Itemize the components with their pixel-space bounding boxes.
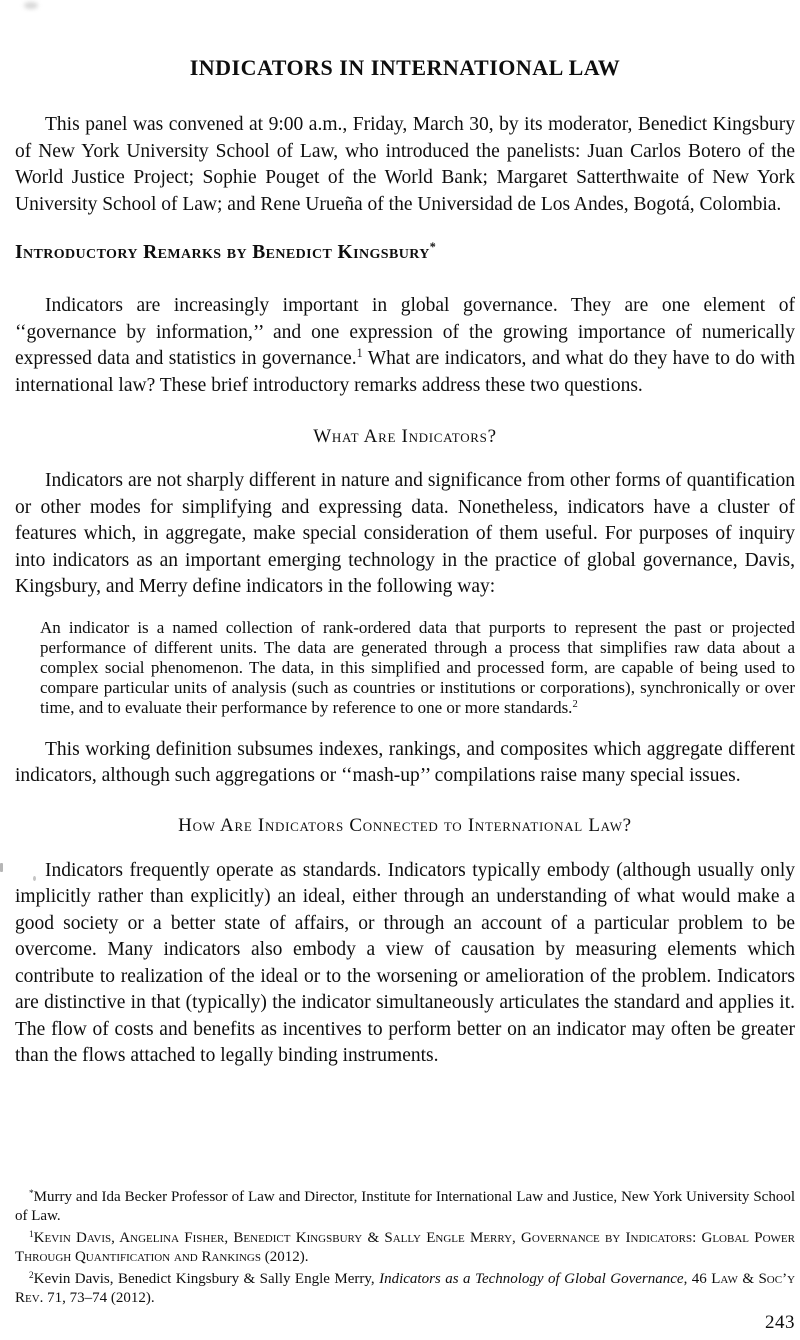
how-paragraph: Indicators frequently operate as standards. Indicators typically embody (although usually only implicitly rather than explicitly) an ideal, either through an understanding of what would make a good society or a better state of affairs, or through an account of a particular problem to be overcome. Many indicators also embody a view of causation by measuring elements which contribute to realization of the ideal or to the worsening or amelioration of the problem. Indicators are distinctive in that (typically) the indicator simultaneously articulates the standard and applies it. The flow of costs and benefits as incentives to perform better on an indicator may often be greater than the flows attached to legally binding instruments. <box>15 859 795 1066</box>
section-heading-introductory-remarks <box>15 242 795 264</box>
footnote-star-marker: * <box>29 1188 34 1199</box>
section-heading-how-connected: How Are Indicators Connected to International Law? <box>178 814 632 836</box>
footnote-star-text: Murry and Ida Becker Professor of Law and Director, Institute for International Law and Justice, New York University School of Law. <box>15 1189 795 1224</box>
section-heading-what-are-indicators: What Are Indicators? <box>313 426 497 447</box>
remarks-paragraph-continued: What are indicators, and what do they have to do with international law? These brief introductory remarks address these two questions. <box>15 348 796 396</box>
footnote-2-pages: 71, 73–74 (2012). <box>43 1290 155 1306</box>
footnote-star <box>15 1188 795 1226</box>
working-definition-paragraph: This working definition subsumes indexes, rankings, and composites which aggregate different indicators, although such aggregations or ‘‘mash-up’’ compilations raise many special issues. <box>15 738 795 786</box>
definition-quote-text: An indicator is a named collection of rank-ordered data that purports to represent the past or projected performance of different units. The data are generated through a process that simplifies raw data about a complex social phenomenon. The data, in this simplified and processed form, are capable of being used to compare particular units of analysis (such as countries or institutions or corporations), synchronically or over time, and to evaluate their performance by reference to one or more standards. <box>40 617 795 717</box>
intro-paragraph: This panel was convened at 9:00 a.m., Friday, March 30, by its moderator, Benedict Kingsbury of New York University School of Law, who introduced the panelists: Juan Carlos Botero of the World Justice Project; Sophie Pouget of the World Bank; Margaret Satterthwaite of New York University School of Law; and Rene Urueña of the Universidad de Los Andes, Bogotá, Colombia. <box>15 114 795 215</box>
page-number: 243 <box>765 1312 795 1333</box>
indicator-definition-quote <box>40 618 795 718</box>
footnote-2-marker: 2 <box>29 1270 34 1281</box>
what-paragraph: Indicators are not sharply different in nature and significance from other forms of quantification or other modes for simplifying and expressing data. Nonetheless, indicators have a cluster of features which, in aggregate, make special consideration of them useful. For purposes of inquiry into indicators as an important emerging technology in the practice of global governance, Davis, Kingsbury, and Merry define indicators in the following way: <box>15 470 795 597</box>
article-title: INDICATORS IN INTERNATIONAL LAW <box>189 55 621 80</box>
footnote-2-article-title: Indicators as a Technology of Global Governance <box>379 1271 684 1287</box>
footnote-1-citation: Kevin Davis, Angelina Fisher, Benedict Kingsbury & Sally Engle Merry, Governance by Indicators: Global Power Through Quantification and Rankings <box>15 1230 795 1265</box>
footnote-2-authors: Kevin Davis, Benedict Kingsbury & Sally Engle Merry, <box>33 1271 380 1287</box>
remarks-heading-footnote-marker: * <box>429 240 437 255</box>
footnote-ref-2: 2 <box>572 698 578 710</box>
remarks-heading-text: Introductory Remarks by Benedict Kingsbury <box>15 242 430 263</box>
page-content <box>15 0 795 1070</box>
footnotes-block <box>15 1188 795 1308</box>
footnote-1-year: (2012). <box>260 1249 309 1265</box>
footnote-1-marker: 1 <box>29 1229 34 1240</box>
remarks-paragraph-text: Indicators are increasingly important in global governance. They are one element of ‘‘governance by information,’’ and one expression of the growing importance of numerically expressed data and statistics in governance. <box>15 295 795 369</box>
footnote-2-volume: , 46 <box>683 1271 712 1287</box>
remarks-paragraph <box>15 293 795 399</box>
footnote-ref-1: 1 <box>356 346 363 361</box>
footnote-2 <box>15 1270 795 1308</box>
footnote-2-reporter: Law & Soc’y Rev. <box>15 1271 796 1306</box>
scan-artifact-edge <box>0 863 3 872</box>
footnote-1 <box>15 1229 795 1267</box>
